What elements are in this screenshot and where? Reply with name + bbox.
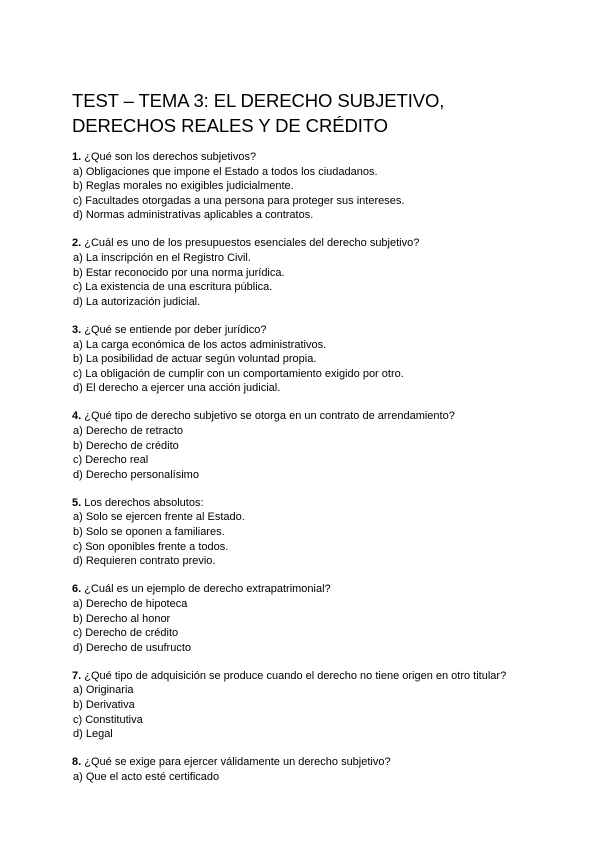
- question-text: ¿Qué se exige para ejercer válidamente un derecho subjetivo?: [84, 756, 391, 769]
- title-line-2: DERECHOS REALES Y DE CRÉDITO: [72, 115, 388, 136]
- title-line-1: TEST – TEMA 3: EL DERECHO SUBJETIVO,: [72, 90, 445, 111]
- answer-option: c) Facultades otorgadas a una persona para proteger sus intereses.: [73, 194, 405, 207]
- question-list: [72, 150, 552, 784]
- question-text: ¿Qué se entiende por deber jurídico?: [84, 323, 267, 336]
- question-3: [72, 323, 552, 396]
- answer-option: b) Derivativa: [73, 699, 135, 711]
- question-text-line: [72, 409, 552, 424]
- answer-option: d) Legal: [73, 728, 113, 741]
- page-title: [72, 88, 552, 138]
- answer-option: a) Solo se ejercen frente al Estado.: [73, 511, 245, 524]
- question-text-line: [72, 150, 552, 165]
- question-8: [72, 755, 552, 784]
- question-text: Los derechos absolutos:: [84, 496, 204, 509]
- question-2: [72, 236, 552, 309]
- answer-option: d) Derecho de usufructo: [73, 641, 192, 654]
- question-number: 7.: [72, 669, 82, 682]
- answer-option: b) Reglas morales no exigibles judicialmente.: [73, 180, 294, 193]
- question-text: ¿Qué son los derechos subjetivos?: [84, 151, 257, 163]
- answer-option: c) La obligación de cumplir con un comportamiento exigido por otro.: [73, 367, 404, 380]
- question-number: 3.: [72, 323, 82, 336]
- answer-option: a) Que el acto esté certificado: [73, 770, 220, 783]
- answer-option: c) La existencia de una escritura pública.: [73, 281, 273, 294]
- question-text-line: [72, 496, 552, 511]
- question-text: ¿Qué tipo de derecho subjetivo se otorga en un contrato de arrendamiento?: [84, 410, 455, 423]
- question-number: 4.: [72, 410, 82, 423]
- question-text-line: [72, 755, 552, 770]
- question-number: 8.: [72, 756, 82, 769]
- question-text: ¿Cuál es un ejemplo de derecho extrapatrimonial?: [84, 583, 331, 596]
- answer-option: a) Obligaciones que impone el Estado a todos los ciudadanos.: [73, 165, 378, 178]
- answer-option: d) El derecho a ejercer una acción judicial.: [73, 382, 281, 395]
- answer-option: d) La autorización judicial.: [73, 295, 201, 308]
- answer-option: b) La posibilidad de actuar según voluntad propia.: [73, 353, 317, 366]
- question-7: [72, 669, 552, 742]
- answer-option: a) La carga económica de los actos administrativos.: [73, 338, 327, 351]
- answer-option: c) Son oponibles frente a todos.: [73, 540, 229, 553]
- question-4: [72, 409, 552, 482]
- answer-option: a) Derecho de hipoteca: [73, 597, 188, 610]
- question-number: 1.: [72, 151, 82, 163]
- answer-option: c) Constitutiva: [73, 713, 143, 726]
- answer-option: d) Normas administrativas aplicables a contratos.: [73, 209, 314, 222]
- answer-option: a) Originaria: [73, 684, 134, 697]
- question-6: [72, 582, 552, 655]
- question-text-line: [72, 669, 552, 684]
- answer-option: d) Derecho personalísimo: [73, 468, 199, 481]
- question-number: 2.: [72, 237, 82, 250]
- question-text-line: [72, 236, 552, 251]
- answer-option: a) Derecho de retracto: [73, 425, 184, 437]
- question-5: [72, 496, 552, 569]
- question-number: 5.: [72, 496, 82, 509]
- answer-option: c) Derecho real: [73, 454, 149, 467]
- document-page: [72, 88, 552, 798]
- answer-option: b) Estar reconocido por una norma jurídica.: [73, 266, 285, 279]
- answer-option: b) Solo se oponen a familiares.: [73, 526, 225, 539]
- question-number: 6.: [72, 583, 82, 596]
- question-text: ¿Cuál es uno de los presupuestos esenciales del derecho subjetivo?: [84, 237, 420, 250]
- answer-option: b) Derecho de crédito: [73, 439, 179, 452]
- answer-option: b) Derecho al honor: [73, 612, 171, 625]
- question-text: ¿Qué tipo de adquisición se produce cuando el derecho no tiene origen en otro titular?: [84, 669, 507, 682]
- question-text-line: [72, 582, 552, 597]
- question-text-line: [72, 323, 552, 338]
- answer-option: d) Requieren contrato previo.: [73, 555, 216, 568]
- answer-option: c) Derecho de crédito: [73, 627, 179, 640]
- answer-option: a) La inscripción en el Registro Civil.: [73, 252, 251, 265]
- question-1: [72, 150, 552, 223]
